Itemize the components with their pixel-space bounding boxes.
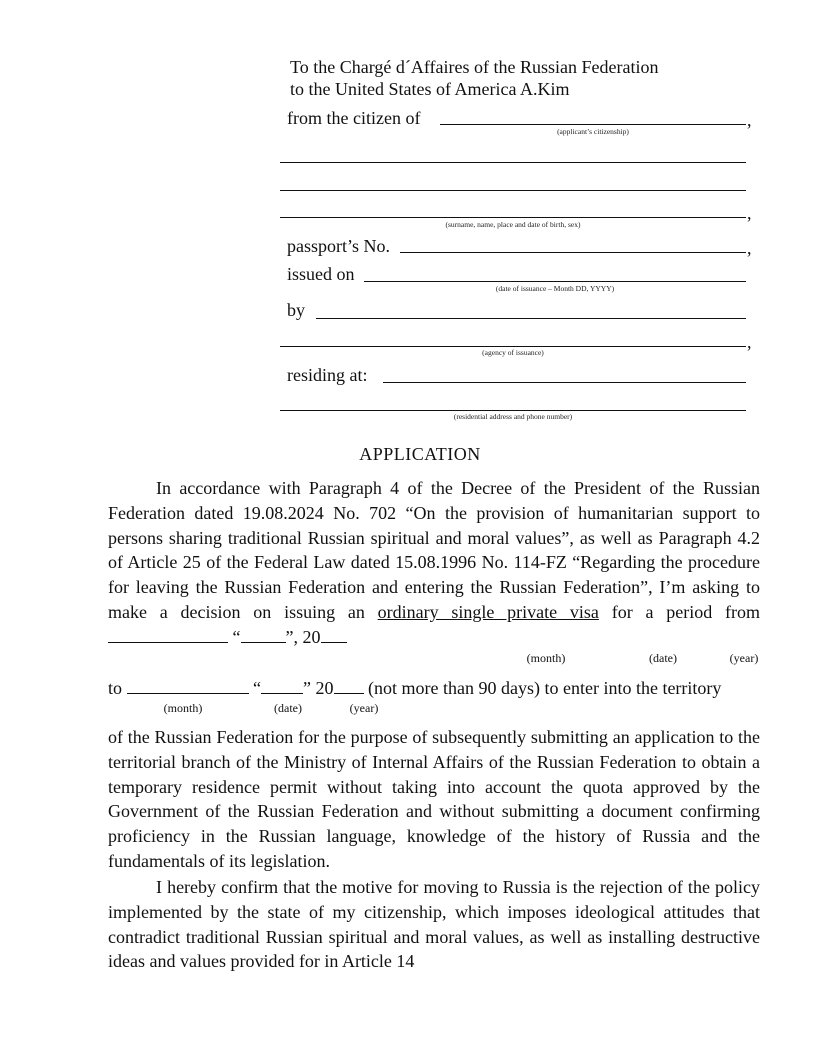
close-quote: ” (303, 678, 312, 698)
from-date-field[interactable] (241, 627, 286, 643)
comma: , (747, 332, 752, 352)
citizenship-field[interactable] (440, 124, 746, 125)
comma: , (747, 203, 752, 223)
citizenship-hint: (applicant’s citizenship) (557, 127, 629, 136)
to-year-field[interactable] (334, 678, 364, 694)
comma: , (747, 110, 752, 130)
visa-type: ordinary single private visa (377, 601, 599, 622)
document-title: APPLICATION (359, 444, 481, 464)
person-details-line-1[interactable] (280, 162, 746, 163)
duration-text: (not more than 90 days) to enter into the territory (368, 678, 722, 698)
from-year-label: (year) (729, 651, 759, 665)
year-prefix: 20 (302, 626, 321, 647)
close-quote: ”, (285, 626, 298, 647)
addressee-line-1: To the Chargé d´Affaires of the Russian Federation (290, 57, 659, 77)
person-details-hint: (surname, name, place and date of birth, sex) (445, 220, 581, 229)
residence-hint: (residential address and phone number) (453, 412, 573, 421)
period-to-row (108, 677, 760, 699)
agency-line-2[interactable] (280, 346, 746, 347)
issued-date-field[interactable] (364, 281, 746, 282)
paragraph-3: I hereby confirm that the motive for moving to Russia is the rejection of the policy implemented by the state of my citizenship, which imposes ideological attitudes that contradict traditional Russian spiritual and moral values, as well as installing destructive ideas and values provided for in Article 14 (108, 877, 760, 972)
residence-line-1[interactable] (383, 382, 746, 383)
from-month-field[interactable] (108, 627, 228, 643)
passport-label: passport’s No. (287, 236, 390, 256)
to-year-label: (year) (349, 701, 379, 715)
from-citizen-label: from the citizen of (287, 108, 421, 128)
to-date-field[interactable] (261, 678, 303, 694)
paragraph-1-text: In accordance with Paragraph 4 of the Decree of the President of the Russian Federation dated 19.08.2024 No. 702 “On the provision of humanitarian support to persons sharing traditional Russian spiritual and moral values”, as well as Paragraph 4.2 of Article 25 of the Federal Law dated 15.08.1996 No. 114-FZ “Regarding the procedure for leaving the Russian Federation and entering the Russian Federation”, I’m asking to make a decision on issuing an (108, 478, 760, 622)
person-details-line-2[interactable] (280, 190, 746, 191)
paragraph-1 (108, 476, 760, 650)
addressee-line-2: to the United States of America A.Kim (290, 79, 570, 99)
paragraph-2: of the Russian Federation for the purpose of subsequently submitting an application to the territorial branch of the Ministry of Internal Affairs of the Russian Federation to obtain a temporary residence permit without taking into account the quota approved by the Government of the Russian Federation and without submitting a document confirming proficiency in the Russian language, knowledge of the history of Russia and the fundamentals of its legislation. (108, 727, 760, 871)
to-month-field[interactable] (127, 678, 249, 694)
by-label: by (287, 300, 305, 320)
person-details-line-3[interactable] (280, 217, 746, 218)
to-word: to (108, 678, 123, 698)
passport-number-field[interactable] (400, 252, 746, 253)
to-date-label: (date) (274, 701, 302, 715)
to-month-label: (month) (163, 701, 203, 715)
agency-hint: (agency of issuance) (482, 348, 544, 357)
from-year-field[interactable] (321, 627, 347, 643)
year-prefix: 20 (315, 678, 334, 698)
open-quote: “ (232, 626, 241, 647)
residing-label: residing at: (287, 365, 368, 385)
from-date-label: (date) (649, 651, 677, 665)
issued-date-hint: (date of issuance – Month DD, YYYY) (495, 284, 615, 293)
residence-line-2[interactable] (280, 410, 746, 411)
period-from-text: for a period from (611, 601, 760, 622)
agency-line-1[interactable] (316, 318, 746, 319)
from-month-label: (month) (526, 651, 566, 665)
open-quote: “ (253, 678, 262, 698)
comma: , (747, 238, 752, 258)
issued-on-label: issued on (287, 264, 355, 284)
